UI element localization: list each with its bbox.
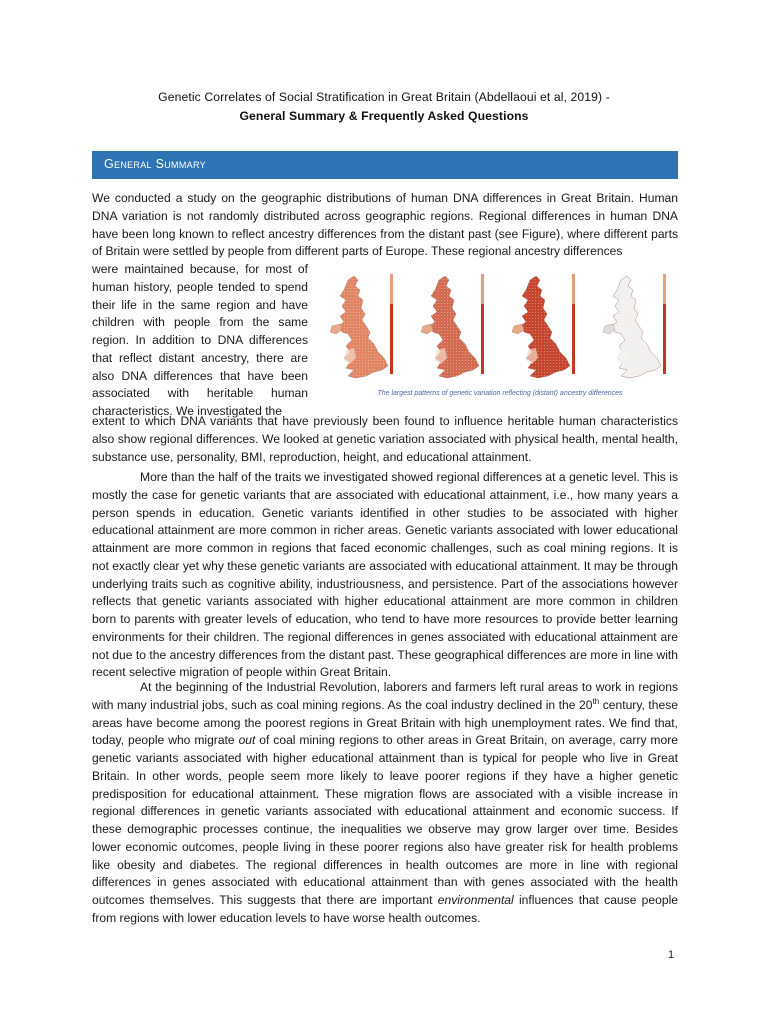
gb-map-texture [611, 276, 661, 378]
paragraph-1-narrow: were maintained because, for most of human history, people tended to spend their life in the same region and have children with people from the same region. In addition to DNA differences that reflect distant ancestry, there are also DNA differences that have been associated with heritable human characteristics. We investigated the [92, 262, 308, 418]
section-heading-bar [92, 151, 678, 179]
paragraph-1-full: We conducted a study on the geographic distributions of human DNA differences in Great Britain. Human DNA variation is not randomly distributed across geographic regions. Regional differences in human DNA have been long known to reflect ancestry differences from the distant past (see Figure), where different parts of Britain were settled by people from different parts of Europe. These regional ancestry differences [92, 191, 678, 259]
colour-scale-bar-top [481, 274, 484, 304]
northern-ireland-region [330, 324, 342, 334]
northern-ireland-region [512, 324, 524, 334]
colour-scale-bar-top [663, 274, 666, 304]
gb-map-texture [338, 276, 388, 378]
p3-part3: of coal mining regions to other areas in Great Britain, on average, carry more genetic variants associated with higher educational attainment than is typical for people who live in Great Britain. In other words, people seem more likely to leave poorer regions if they have a higher genetic predisposition for educational attainment. These migration flows are associated with a visible increase in regional differences in genetic variants associated with educational attainment and economic success. If these demographic processes continue, the inequalities we observe may grow larger over time. Besides lower economic outcomes, people living in these poorer regions also have greater risk for health problems like obesity and diabetes. The regional differences in health outcomes are more in line with regional differences in genes associated with educational attainment than with genes associated with the health outcomes themselves. This suggests that there are important [92, 733, 678, 907]
paragraph-2: More than the half of the traits we investigated showed regional differences at a genetic level. This is mostly the case for genetic variants that are associated with educational attainment, i.e., how many years a person spends in education. Genetic variants identified in other studies to be associated with higher educational attainment are more common in richer areas. Genetic variants associated with lower educational attainment are more common in regions that faced economic challenges, such as coal mining regions. It is not exactly clear yet why these genetic variants are associated with educational attainment. It may be through underlying traits such as cognitive ability, industriousness, and persistence. Part of the associations however reflects that genetic variants associated with higher educational attainment are more common in children born to parents with greater levels of education, who tend to have more resources to provide better learning environments for their children. The regional differences in genes associated with educational attainment are not due to the ancestry differences from the distant past. These geographical differences are more in line with recent selective migration of people within Great Britain. [92, 470, 678, 680]
northern-ireland-region [603, 324, 615, 334]
p3-superscript: th [592, 696, 600, 706]
ancestry-maps-figure [322, 262, 678, 404]
gb-map-3 [512, 274, 575, 378]
paragraph-3 [92, 679, 678, 928]
colour-scale-bar-top [390, 274, 393, 304]
p3-emphasis-out: out [238, 733, 256, 748]
document-title-line-1 [92, 90, 676, 104]
gb-map-1 [330, 274, 393, 378]
figure-caption: The largest patterns of genetic variation reflecting (distant) ancestry differences [377, 390, 623, 397]
gb-map-2 [421, 274, 484, 378]
paragraph-1-continued: extent to which DNA variants that have previously been found to influence heritable human characteristics also show regional differences. We looked at genetic variation associated with physical health, mental health, substance use, personality, BMI, reproduction, height, and educational attainment. [92, 414, 678, 464]
title-text-1: Genetic Correlates of Social Stratification in Great Britain (Abdellaoui et al, 2019) - [158, 90, 610, 104]
title-text-2: General Summary & Frequently Asked Questions [239, 109, 529, 123]
document-title-line-2 [92, 109, 676, 123]
gb-map-texture [429, 276, 479, 378]
colour-scale-bar-top [572, 274, 575, 304]
maps-svg [322, 262, 678, 390]
p3-part4: influences that cause people from regions with lower education levels to have worse health outcomes. [92, 893, 678, 925]
gb-map-texture [520, 276, 570, 378]
p3-part1: At the beginning of the Industrial Revolution, laborers and farmers left rural areas to work in regions with many industrial jobs, such as coal mining regions. As the coal industry declined in the 20 [92, 680, 678, 712]
northern-ireland-region [421, 324, 433, 334]
page-number: 1 [668, 949, 675, 961]
gb-map-4 [603, 274, 666, 378]
p3-emphasis-environmental: environmental [437, 893, 514, 907]
section-heading: General Summary [104, 157, 206, 171]
p3-part2: century, these areas have become among the poorest regions in Great Britain with high unemployment rates. We find that, today, people who migrate [92, 697, 678, 748]
